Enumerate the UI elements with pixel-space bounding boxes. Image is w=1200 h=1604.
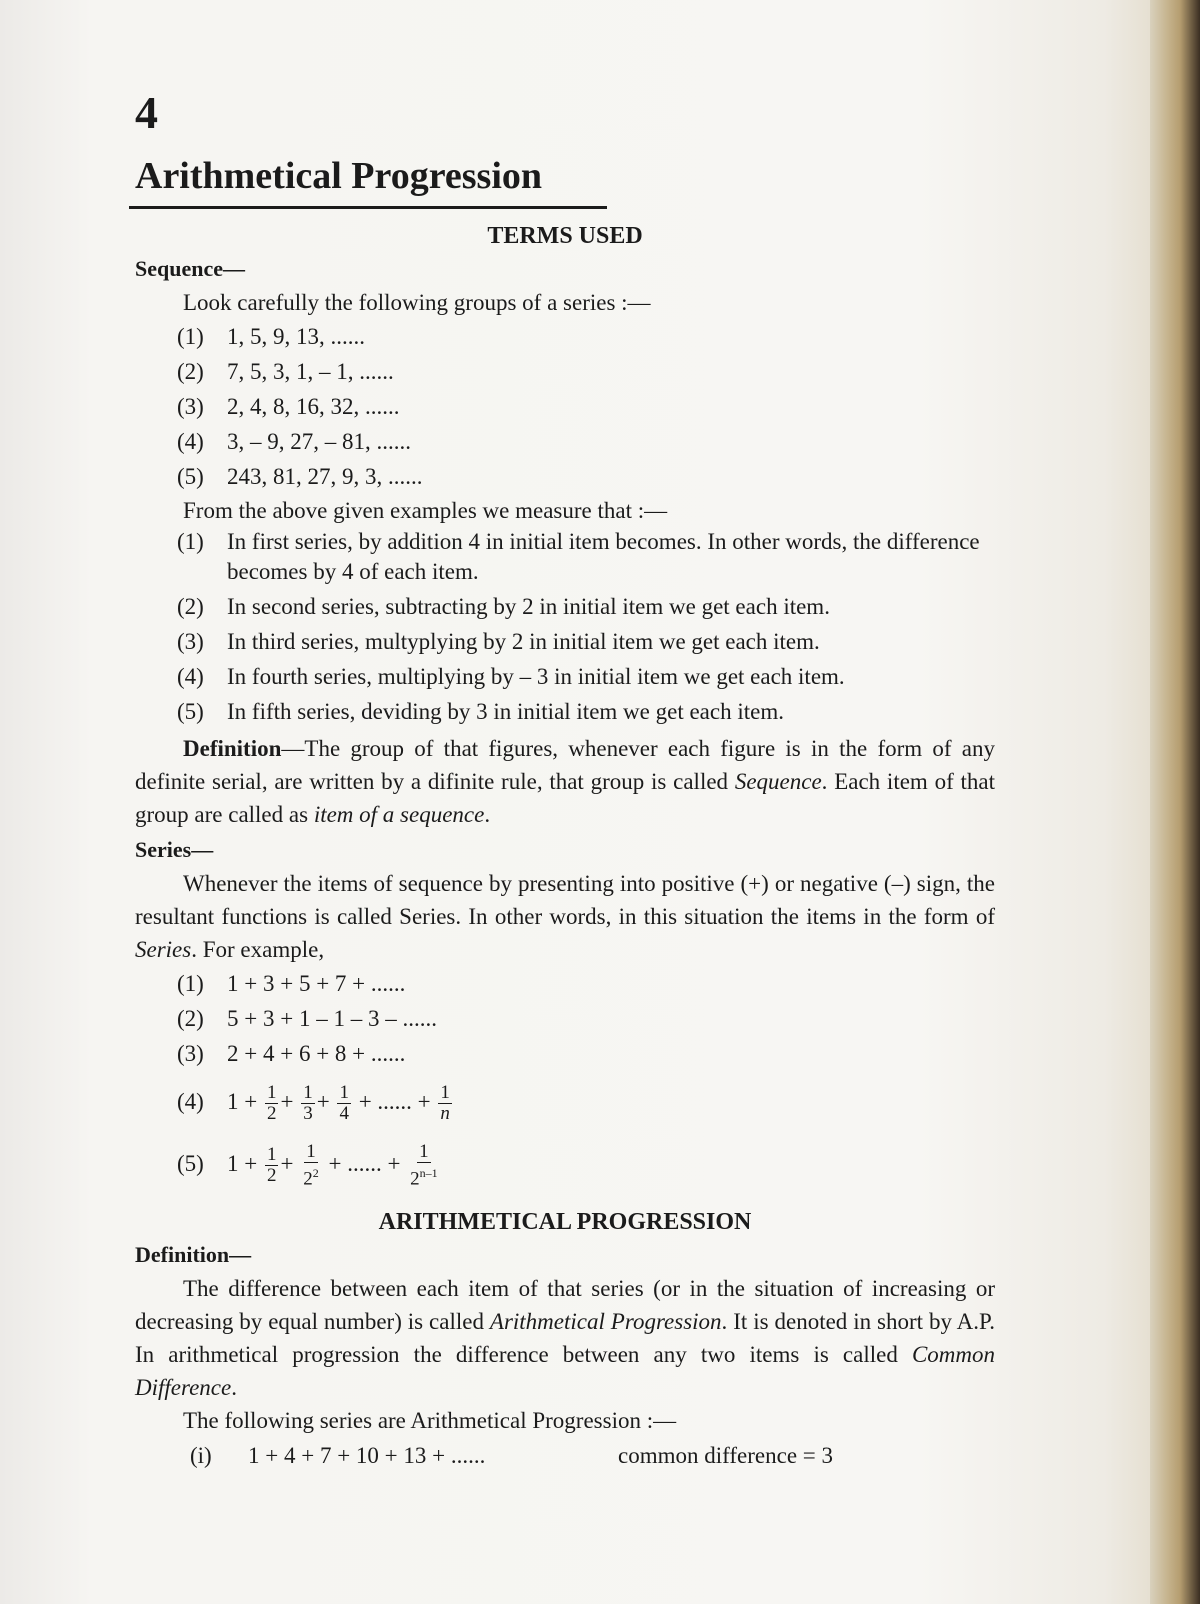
fraction: $\frac{1}{4}$ [339,1082,349,1125]
ap-heading: ARITHMETICAL PROGRESSION [378,1208,752,1235]
terms-used-heading: TERMS USED [487,222,643,249]
page-content [135,87,995,1475]
ap-example: (i) 1 + 4 + 7 + 10 + 13 + ...... common difference = 3 [190,1442,833,1468]
fraction: $\frac{1}{2^{n-1}}$ [410,1140,438,1190]
list-item: (4) 3, – 9, 27, – 81, ...... [177,428,411,454]
sequence-heading: Sequence— [135,255,245,281]
fraction: $\frac{1}{2}$ [266,1144,277,1187]
sequence-intro: Look carefully the following groups of a series :— [183,289,651,315]
fraction: $\frac{1}{2}$ [266,1082,277,1125]
observations-list [135,527,995,727]
fraction: $\frac{1}{n}$ [440,1082,450,1125]
list-item: (1) 1 + 3 + 5 + 7 + ...... [177,970,406,996]
list-item: (3) 2 + 4 + 6 + 8 + ...... [177,1040,406,1066]
fraction: $\frac{1}{2^2}$ [303,1140,319,1190]
title-rule [129,206,607,209]
chapter-title: Arithmetical Progression [135,155,543,197]
series-heading: Series— [135,836,214,862]
chapter-number: 4 [135,87,158,138]
list-item: (5) In fifth series, deviding by 3 in initial item we get each item. [177,698,784,724]
page-edge [1150,0,1200,1604]
series-examples [135,966,995,1195]
ap-following: The following series are Arithmetical Progression :— [183,1407,677,1433]
list-item: (4) In fourth series, multiplying by – 3 in initial item we get each item. [177,663,845,689]
list-item: (5) 1 + $\frac{1}{2}$ + $\frac{1}{2^2}$ + ...... + $\frac{1}{2^{n-1}}$ [177,1140,438,1190]
series-paragraph: Whenever the items of sequence by presenting into positive (+) or negative (–) sign, the resultant functions is called Series. In other words, in this situation the items in the form of Series. For example, [135,870,995,962]
list-item: (1) In first series, by addition 4 in initial item becomes. In other words, the difference becomes by 4 of each item. [177,528,980,584]
list-item: (3) 2, 4, 8, 16, 32, ...... [177,393,400,419]
ap-definition-heading: Definition— [135,1241,252,1267]
measure-intro: From the above given examples we measure that :— [183,497,668,523]
sequence-definition: Definition—The group of that figures, whenever each figure is in the form of any definite serial, are written by a difinite rule, that group is called Sequence. Each item of that group are called as item of a sequence. [135,735,995,827]
list-item: (2) In second series, subtracting by 2 in initial item we get each item. [177,593,830,619]
ap-definition: The difference between each item of that series (or in the situation of increasing or decreasing by equal number) is called Arithmetical Progression. It is denoted in short by A.P. In arithmetical progression the difference between any two items is called Common Difference. [135,1275,995,1400]
sequence-examples [135,319,995,494]
list-item: (4) 1 + $\frac{1}{2}$ + $\frac{1}{3}$ + $\frac{1}{4}$ + ...... + $\frac{1}{n}$ [177,1082,450,1125]
list-item: (1) 1, 5, 9, 13, ...... [177,323,365,349]
list-item: (2) 5 + 3 + 1 – 1 – 3 – ...... [177,1005,437,1031]
list-item: (3) In third series, multyplying by 2 in initial item we get each item. [177,628,820,654]
list-item: (2) 7, 5, 3, 1, – 1, ...... [177,358,394,384]
fraction: $\frac{1}{3}$ [303,1082,313,1125]
list-item: (5) 243, 81, 27, 9, 3, ...... [177,463,423,489]
